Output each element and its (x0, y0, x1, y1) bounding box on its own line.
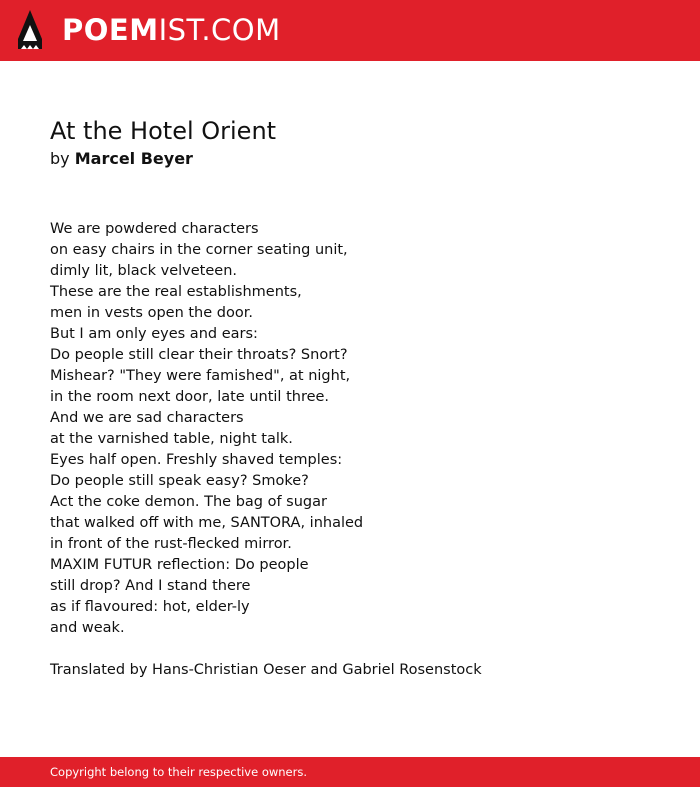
poem-line: at the varnished table, night talk. (50, 431, 293, 447)
poem-line: We are powdered characters (50, 221, 259, 237)
poem-line: Do people still speak easy? Smoke? (50, 473, 309, 489)
poem-line: dimly lit, black velveteen. (50, 263, 237, 279)
poem-line: as if flavoured: hot, elder-ly (50, 599, 250, 615)
poem-line: Do people still clear their throats? Snort? (50, 347, 348, 363)
poem-line: and weak. (50, 620, 125, 636)
byline (50, 148, 193, 170)
byline-prefix: by (50, 149, 70, 168)
poem-line: MAXIM FUTUR reflection: Do people (50, 557, 309, 573)
poem-line: Mishear? "They were famished", at night, (50, 368, 351, 384)
logo-text-thin: IST.COM (158, 13, 281, 47)
pencil-icon (17, 9, 43, 51)
poem-line: Act the coke demon. The bag of sugar (50, 494, 327, 510)
poem-line: in front of the rust-flecked mirror. (50, 536, 292, 552)
site-footer (0, 757, 700, 787)
poem-body (50, 219, 363, 639)
translator-credit: Translated by Hans-Christian Oeser and Gabriel Rosenstock (50, 662, 482, 678)
poem-line: But I am only eyes and ears: (50, 326, 258, 342)
copyright-notice: Copyright belong to their respective owners. (50, 765, 308, 779)
poem-line: still drop? And I stand there (50, 578, 251, 594)
poem-line: on easy chairs in the corner seating unit, (50, 242, 348, 258)
site-logo-link[interactable] (62, 13, 281, 47)
logo-text-bold: POEM (62, 13, 159, 47)
author-name: Marcel Beyer (74, 149, 193, 168)
site-header (0, 0, 700, 61)
poem-line: And we are sad characters (50, 410, 244, 426)
poem-line: Eyes half open. Freshly shaved temples: (50, 452, 343, 468)
poem-line: These are the real establishments, (50, 284, 302, 300)
poem-title: At the Hotel Orient (50, 117, 277, 145)
poem-line: in the room next door, late until three. (50, 389, 330, 405)
poem-line: men in vests open the door. (50, 305, 253, 321)
poem-line: that walked off with me, SANTORA, inhaled (50, 515, 364, 531)
